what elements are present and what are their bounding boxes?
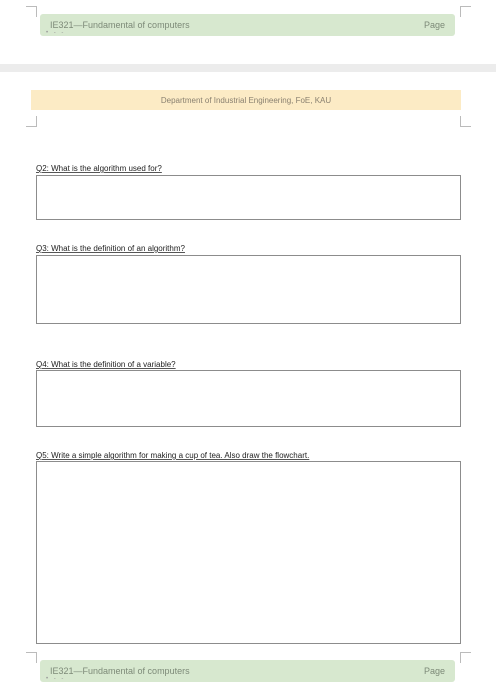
question-q2-label: Q2: What is the algorithm used for? xyxy=(36,164,162,173)
crop-mark-top-right xyxy=(460,6,471,17)
question-q5-label: Q5: Write a simple algorithm for making a cup of tea. Also draw the flowchart. xyxy=(36,451,310,460)
question-q3-label: Q3: What is the definition of an algorithm? xyxy=(36,244,185,253)
footer-page-label: Page xyxy=(423,20,445,30)
answer-box-q3[interactable] xyxy=(36,255,461,324)
crop-mark-header-right xyxy=(460,116,471,127)
page-header xyxy=(31,90,461,110)
footer-course-title: IE321—Fundamental of computers xyxy=(50,20,190,30)
footer-page-dots: • ‐ ‐ xyxy=(46,676,66,682)
answer-box-q4[interactable] xyxy=(36,370,461,427)
question-q4-label: Q4: What is the definition of a variable? xyxy=(36,360,176,369)
answer-box-q5[interactable] xyxy=(36,461,461,644)
crop-mark-top-left xyxy=(26,6,37,17)
crop-mark-bottom-left xyxy=(26,652,37,663)
header-department: Department of Industrial Engineering, FoE, KAU xyxy=(160,95,332,105)
page-footer xyxy=(40,660,455,682)
crop-mark-bottom-right xyxy=(460,652,471,663)
footer-course-title: IE321—Fundamental of computers xyxy=(50,666,190,676)
footer-page-dots: • ‐ ‐ xyxy=(46,30,66,36)
page-separator xyxy=(0,64,496,72)
crop-mark-header-left xyxy=(26,116,37,127)
answer-box-q2[interactable] xyxy=(36,175,461,220)
footer-page-label: Page xyxy=(423,666,445,676)
previous-page-footer xyxy=(40,14,455,36)
